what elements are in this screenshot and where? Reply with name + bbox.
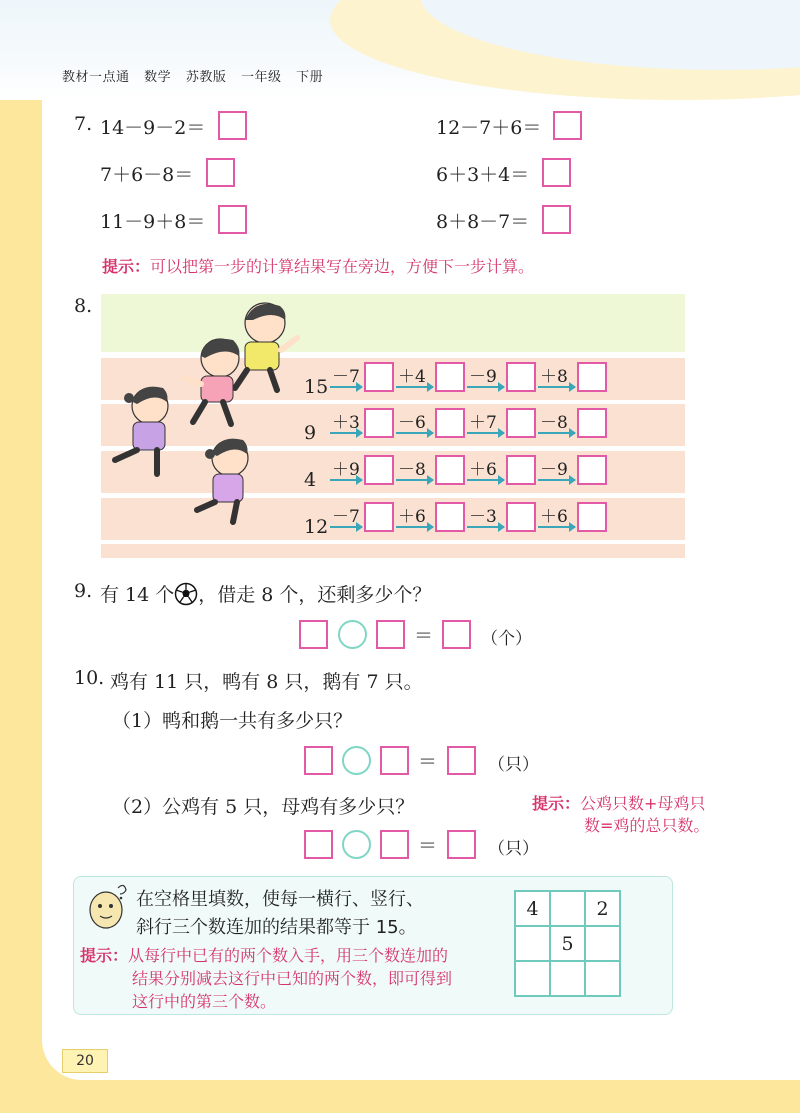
q7-expr-6: 8＋8－7＝ [436, 211, 530, 233]
q10-sub2: （2）公鸡有 5 只，母鸡有多少只？ [112, 796, 415, 818]
answer-box[interactable] [380, 746, 409, 775]
unit-label: （只） [488, 839, 539, 859]
chain-operation: －9 [469, 367, 497, 387]
answer-box[interactable] [577, 362, 607, 392]
answer-box[interactable] [435, 408, 465, 438]
running-children-illustration [105, 298, 305, 528]
header-item: 苏教版 [185, 70, 227, 85]
puzzle-line-2: 斜行三个数连加的结果都等于 15。 [136, 917, 417, 938]
hint-text: 可以把第一步的计算结果写在旁边，方便下一步计算。 [150, 257, 535, 276]
hint-label: 提示： [532, 794, 581, 813]
q10-text: 鸡有 11 只，鸭有 8 只，鹅有 7 只。 [110, 671, 423, 693]
page-number: 20 [62, 1049, 108, 1073]
grid-cell[interactable] [515, 961, 550, 996]
answer-box[interactable] [364, 408, 394, 438]
grid-cell[interactable] [550, 891, 585, 926]
puzzle-instructions [136, 886, 424, 942]
soccer-ball-icon [174, 582, 198, 611]
grid-cell[interactable] [515, 926, 550, 961]
answer-box[interactable] [435, 455, 465, 485]
answer-box[interactable] [542, 158, 571, 187]
answer-box[interactable] [304, 746, 333, 775]
page-header [62, 66, 333, 85]
grid-cell[interactable] [550, 961, 585, 996]
answer-box[interactable] [442, 620, 471, 649]
mascot-icon [84, 880, 130, 932]
grid-cell[interactable]: 4 [515, 891, 550, 926]
q9-text-a: 有 14 个 [100, 584, 175, 606]
grid-cell[interactable] [585, 961, 620, 996]
answer-box[interactable] [435, 362, 465, 392]
magic-square-grid [514, 890, 621, 997]
child-icon [235, 303, 297, 390]
hint-line-2: 结果分别减去这行中已知的两个数，即可得到 [132, 969, 453, 988]
hint-line-3: 这行中的第三个数。 [132, 992, 277, 1011]
answer-box[interactable] [435, 502, 465, 532]
chain-operation: －7 [332, 507, 360, 527]
answer-box[interactable] [304, 830, 333, 859]
answer-box[interactable] [364, 455, 394, 485]
answer-box[interactable] [206, 158, 235, 187]
unit-label: （个） [481, 629, 532, 649]
q7-expr-5: 11－9＋8＝ [100, 211, 206, 233]
hint-line-2: 数=鸡的总只数。 [584, 816, 710, 835]
child-icon [197, 439, 248, 522]
answer-box[interactable] [506, 362, 536, 392]
header-item: 数学 [144, 70, 172, 85]
puzzle-hint [80, 944, 452, 1013]
answer-box[interactable] [364, 502, 394, 532]
q10-number: 10. [74, 667, 105, 689]
grid-cell[interactable]: 5 [550, 926, 585, 961]
q7-expr-1: 14－9－2＝ [100, 117, 206, 139]
chain-operation: ＋3 [332, 413, 360, 433]
answer-box[interactable] [542, 205, 571, 234]
grid-cell[interactable] [585, 926, 620, 961]
q10-hint [532, 793, 709, 837]
unit-label: （只） [488, 755, 539, 775]
chain-start-number: 12 [304, 516, 329, 538]
answer-box[interactable] [577, 455, 607, 485]
equals-sign: ＝ [414, 625, 434, 647]
child-icon [115, 387, 168, 474]
q7-hint [102, 254, 534, 277]
equals-sign: ＝ [418, 751, 438, 773]
q7-expr-4: 6＋3＋4＝ [436, 164, 530, 186]
answer-box[interactable] [376, 620, 405, 649]
q9-text-b: ，借走 8 个，还剩多少个？ [198, 584, 432, 606]
header-item: 下册 [296, 70, 324, 85]
header-item: 一年级 [240, 70, 282, 85]
top-band [0, 0, 800, 100]
q7-expr-3: 7＋6－8＝ [100, 164, 194, 186]
operator-circle[interactable] [342, 746, 371, 775]
answer-box[interactable] [553, 111, 582, 140]
hint-label: 提示： [102, 257, 151, 276]
hint-line-1: 公鸡只数+母鸡只 [580, 794, 706, 813]
answer-box[interactable] [577, 502, 607, 532]
answer-box[interactable] [447, 746, 476, 775]
q8-number: 8. [74, 295, 93, 317]
operator-circle[interactable] [338, 620, 367, 649]
answer-box[interactable] [506, 408, 536, 438]
answer-box[interactable] [506, 455, 536, 485]
q9-text [100, 580, 431, 611]
answer-box[interactable] [506, 502, 536, 532]
equals-sign: ＝ [418, 835, 438, 857]
q7-expr-2: 12－7＋6＝ [436, 117, 542, 139]
chain-operation: ＋8 [540, 367, 568, 387]
answer-box[interactable] [380, 830, 409, 859]
chain-start-number: 9 [304, 422, 317, 444]
chain-operation: ＋6 [398, 507, 426, 527]
chain-operation: －9 [540, 460, 568, 480]
answer-box[interactable] [447, 830, 476, 859]
hint-line-1: 从每行中已有的两个数入手，用三个数连加的 [128, 946, 449, 965]
answer-box[interactable] [218, 111, 247, 140]
chain-start-number: 4 [304, 469, 317, 491]
operator-circle[interactable] [342, 830, 371, 859]
chain-operation: －8 [398, 460, 426, 480]
q7-number: 7. [74, 113, 93, 135]
chain-operation: －3 [469, 507, 497, 527]
grid-cell[interactable]: 2 [585, 891, 620, 926]
answer-box[interactable] [218, 205, 247, 234]
q9-number: 9. [74, 580, 93, 602]
header-item: 教材一点通 [62, 70, 130, 85]
chain-operation: ＋4 [398, 367, 426, 387]
chain-operation: ＋6 [469, 460, 497, 480]
chain-operation: －8 [540, 413, 568, 433]
chain-operation: ＋9 [332, 460, 360, 480]
hint-label: 提示： [80, 946, 129, 965]
answer-box[interactable] [364, 362, 394, 392]
track-lane [101, 544, 685, 558]
chain-operation: ＋7 [469, 413, 497, 433]
puzzle-line-1: 在空格里填数，使每一横行、竖行、 [136, 889, 424, 910]
chain-operation: －6 [398, 413, 426, 433]
child-icon [185, 339, 239, 424]
chain-start-number: 15 [304, 376, 329, 398]
q10-sub1: （1）鸭和鹅一共有多少只？ [112, 710, 353, 732]
answer-box[interactable] [299, 620, 328, 649]
answer-box[interactable] [577, 408, 607, 438]
chain-operation: －7 [332, 367, 360, 387]
chain-operation: ＋6 [540, 507, 568, 527]
